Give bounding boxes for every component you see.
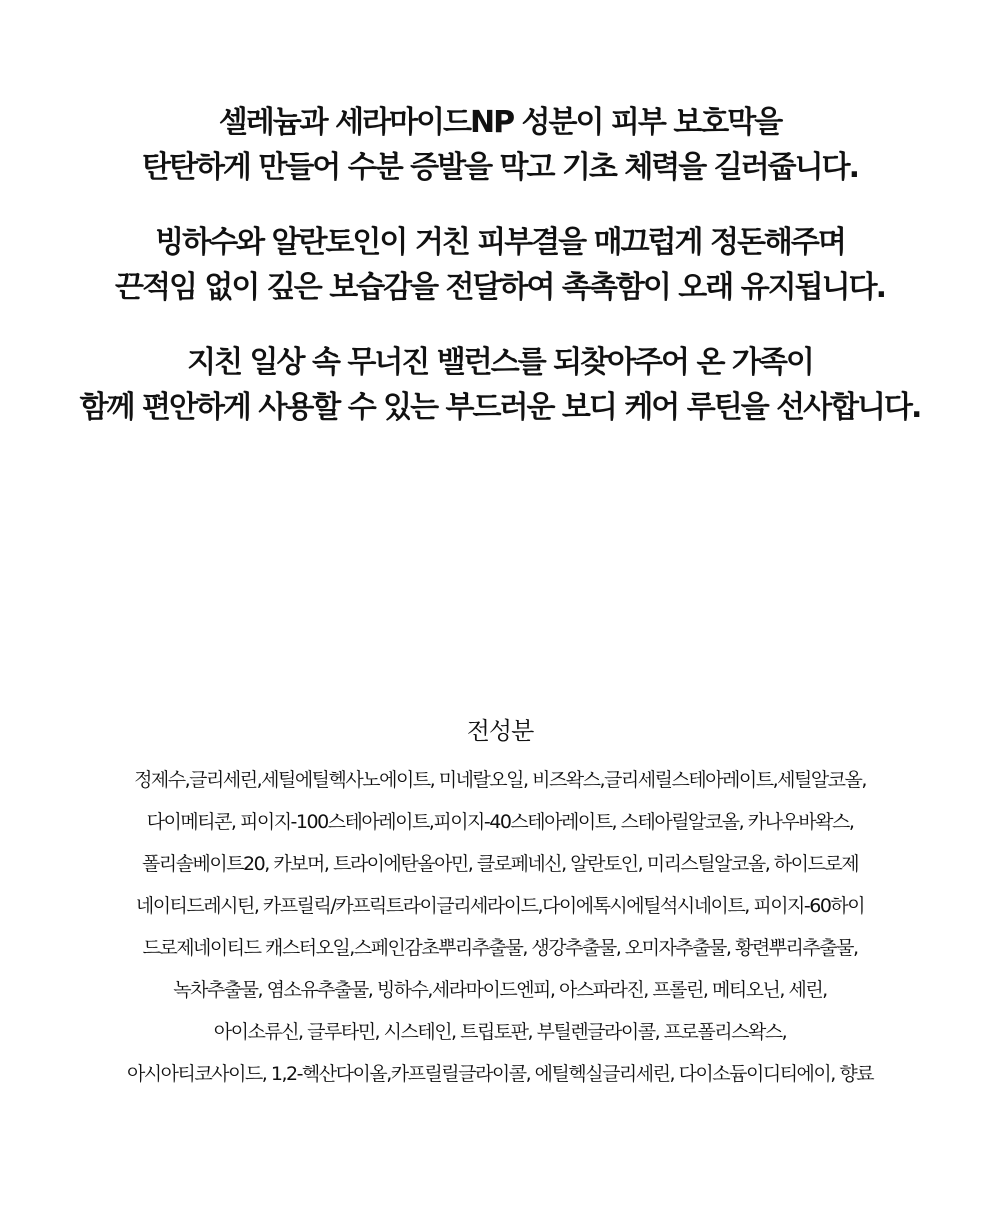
- ingredient-line: 녹차추출물, 염소유추출물, 빙하수,세라마이드엔피, 아스파라진, 프롤린, 메티오닌, 세린,: [173, 979, 827, 1001]
- ingredient-line: 드로제네이티드 캐스터오일,스페인감초뿌리추출물, 생강추출물, 오미자추출물, 황련뿌리추출물,: [142, 937, 858, 959]
- intro-line: 끈적임 없이 깊은 보습감을 전달하여 촉촉함이 오래 유지됩니다.: [115, 270, 885, 305]
- ingredient-line: 다이메티콘, 피이지-100스테아레이트,피이지-40스테아레이트, 스테아릴알코올, 카나우바왁스,: [146, 811, 854, 833]
- intro-line: 지친 일상 속 무너진 밸런스를 되찾아주어 온 가족이: [187, 345, 813, 380]
- ingredient-line: 정제수,글리세린,세틸에틸헥사노에이트, 미네랄오일, 비즈왁스,글리세릴스테아레이트,세틸알코올,: [134, 769, 866, 791]
- ingredients-title: 전성분: [466, 717, 534, 745]
- ingredient-line: 폴리솔베이트20, 카보머, 트라이에탄올아민, 클로페네신, 알란토인, 미리스틸알코올, 하이드로제: [141, 853, 859, 875]
- intro-section: [0, 100, 1000, 460]
- intro-line: 셀레늄과 세라마이드NP 성분이 피부 보호막을: [218, 105, 782, 140]
- ingredient-line: 아이소류신, 글루타민, 시스테인, 트립토판, 부틸렌글라이콜, 프로폴리스왁스,: [213, 1021, 787, 1043]
- ingredient-line: 네이티드레시틴, 카프릴릭/카프릭트라이글리세라이드,다이에톡시에틸석시네이트, 피이지-60하이: [135, 895, 865, 917]
- intro-paragraph-1: [0, 100, 1000, 190]
- intro-line: 빙하수와 알란토인이 거친 피부결을 매끄럽게 정돈해주며: [155, 225, 845, 260]
- intro-paragraph-3: [0, 340, 1000, 430]
- intro-line: 함께 편안하게 사용할 수 있는 부드러운 보디 케어 루틴을 선사합니다.: [79, 390, 921, 425]
- intro-line: 탄탄하게 만들어 수분 증발을 막고 기초 체력을 길러줍니다.: [141, 150, 859, 185]
- ingredients-section: [0, 705, 1000, 1095]
- intro-paragraph-2: [0, 220, 1000, 310]
- ingredient-line: 아시아티코사이드, 1,2-헥산다이올,카프릴릴글라이콜, 에틸헥실글리세린, 다이소듐이디티에이, 향료: [126, 1063, 874, 1085]
